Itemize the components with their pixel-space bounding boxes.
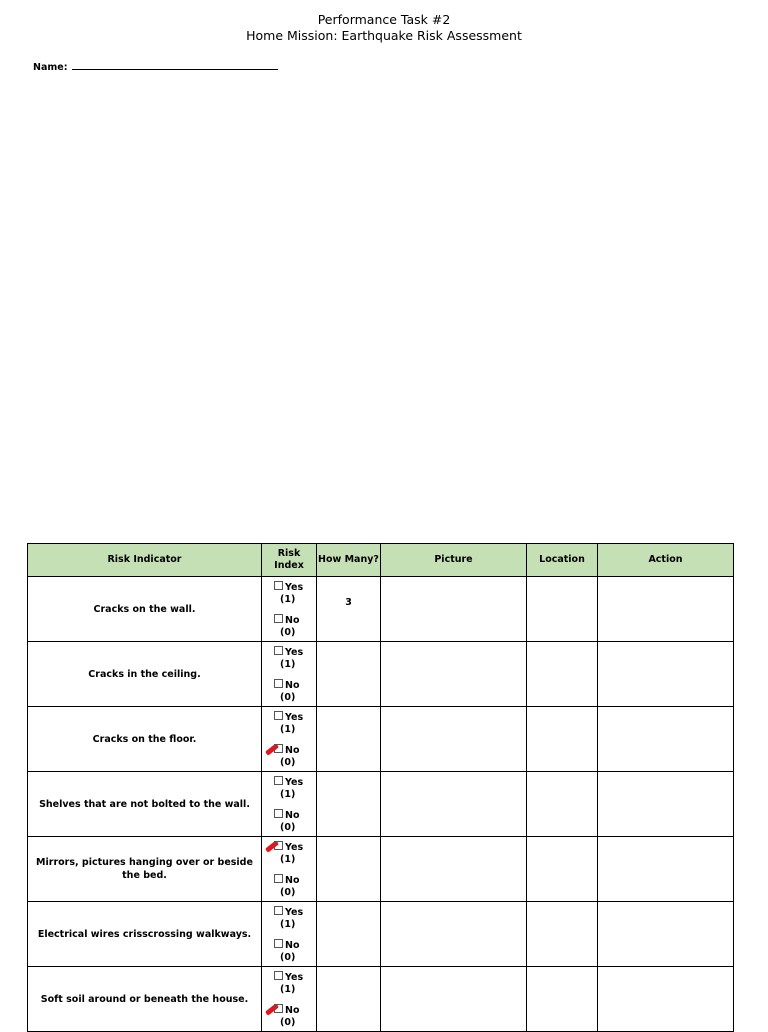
location-cell[interactable] bbox=[527, 577, 598, 642]
action-cell[interactable] bbox=[598, 577, 734, 642]
table-header-row bbox=[28, 544, 734, 577]
how-many-cell[interactable]: 3 bbox=[317, 577, 381, 642]
no-value: (0) bbox=[280, 952, 296, 963]
header-risk-index: Risk Index bbox=[262, 544, 317, 577]
risk-index-cell bbox=[262, 642, 317, 707]
no-option[interactable] bbox=[274, 809, 299, 834]
risk-index-cell bbox=[262, 967, 317, 1032]
yes-label: Yes bbox=[285, 712, 304, 723]
no-value: (0) bbox=[280, 822, 296, 833]
risk-index-cell bbox=[262, 577, 317, 642]
yes-value: (1) bbox=[280, 659, 296, 670]
no-label: No bbox=[285, 875, 300, 886]
action-cell[interactable] bbox=[598, 707, 734, 772]
picture-cell[interactable] bbox=[381, 642, 527, 707]
no-checkbox[interactable] bbox=[274, 874, 283, 883]
yes-checkbox[interactable] bbox=[274, 841, 283, 850]
picture-cell[interactable] bbox=[381, 837, 527, 902]
location-cell[interactable] bbox=[527, 837, 598, 902]
yes-checkbox[interactable] bbox=[274, 906, 283, 915]
yes-value: (1) bbox=[280, 789, 296, 800]
header-risk-indicator: Risk Indicator bbox=[28, 544, 262, 577]
yes-checkbox[interactable] bbox=[274, 646, 283, 655]
no-label: No bbox=[285, 810, 300, 821]
no-option[interactable] bbox=[274, 874, 299, 899]
yes-checkbox[interactable] bbox=[274, 711, 283, 720]
yes-label: Yes bbox=[285, 582, 304, 593]
location-cell[interactable] bbox=[527, 772, 598, 837]
risk-indicator-cell: Shelves that are not bolted to the wall. bbox=[28, 772, 262, 837]
how-many-cell[interactable] bbox=[317, 707, 381, 772]
location-cell[interactable] bbox=[527, 642, 598, 707]
no-checkbox[interactable] bbox=[274, 744, 283, 753]
yes-value: (1) bbox=[280, 919, 296, 930]
table-row bbox=[28, 837, 734, 902]
risk-index-cell bbox=[262, 772, 317, 837]
document-subtitle: Home Mission: Earthquake Risk Assessment bbox=[246, 28, 522, 43]
yes-checkbox[interactable] bbox=[274, 581, 283, 590]
location-cell[interactable] bbox=[527, 707, 598, 772]
no-label: No bbox=[285, 615, 300, 626]
how-many-cell[interactable] bbox=[317, 642, 381, 707]
yes-checkbox[interactable] bbox=[274, 776, 283, 785]
picture-cell[interactable] bbox=[381, 707, 527, 772]
yes-value: (1) bbox=[280, 984, 296, 995]
yes-option[interactable] bbox=[274, 971, 303, 996]
yes-label: Yes bbox=[285, 842, 304, 853]
no-label: No bbox=[285, 745, 300, 756]
risk-indicator-cell: Cracks in the ceiling. bbox=[28, 642, 262, 707]
yes-option[interactable] bbox=[274, 841, 303, 866]
document-title: Performance Task #2 bbox=[317, 12, 451, 27]
document-header bbox=[0, 12, 768, 44]
yes-label: Yes bbox=[285, 777, 304, 788]
picture-cell[interactable] bbox=[381, 967, 527, 1032]
risk-indicator-cell: Electrical wires crisscrossing walkways. bbox=[28, 902, 262, 967]
risk-indicator-cell: Mirrors, pictures hanging over or beside the bed. bbox=[28, 837, 262, 902]
risk-index-cell bbox=[262, 837, 317, 902]
yes-value: (1) bbox=[280, 724, 296, 735]
action-cell[interactable] bbox=[598, 902, 734, 967]
yes-option[interactable] bbox=[274, 581, 303, 606]
picture-cell[interactable] bbox=[381, 772, 527, 837]
risk-table-body bbox=[28, 577, 734, 1032]
location-cell[interactable] bbox=[527, 902, 598, 967]
how-many-cell[interactable] bbox=[317, 902, 381, 967]
no-option[interactable] bbox=[274, 744, 299, 769]
table-row bbox=[28, 967, 734, 1032]
no-checkbox[interactable] bbox=[274, 1004, 283, 1013]
yes-option[interactable] bbox=[274, 906, 303, 931]
no-option[interactable] bbox=[274, 679, 299, 704]
how-many-cell[interactable] bbox=[317, 967, 381, 1032]
table-row bbox=[28, 577, 734, 642]
no-label: No bbox=[285, 680, 300, 691]
risk-indicator-cell: Soft soil around or beneath the house. bbox=[28, 967, 262, 1032]
header-picture: Picture bbox=[381, 544, 527, 577]
no-checkbox[interactable] bbox=[274, 939, 283, 948]
picture-cell[interactable] bbox=[381, 577, 527, 642]
action-cell[interactable] bbox=[598, 967, 734, 1032]
header-how-many: How Many? bbox=[317, 544, 381, 577]
no-value: (0) bbox=[280, 757, 296, 768]
yes-label: Yes bbox=[285, 907, 304, 918]
yes-option[interactable] bbox=[274, 711, 303, 736]
no-value: (0) bbox=[280, 1017, 296, 1028]
how-many-cell[interactable] bbox=[317, 837, 381, 902]
no-checkbox[interactable] bbox=[274, 614, 283, 623]
action-cell[interactable] bbox=[598, 642, 734, 707]
no-checkbox[interactable] bbox=[274, 809, 283, 818]
risk-index-cell bbox=[262, 902, 317, 967]
no-option[interactable] bbox=[274, 1004, 299, 1029]
no-value: (0) bbox=[280, 627, 296, 638]
no-value: (0) bbox=[280, 887, 296, 898]
header-location: Location bbox=[527, 544, 598, 577]
risk-indicator-cell: Cracks on the wall. bbox=[28, 577, 262, 642]
risk-index-cell bbox=[262, 707, 317, 772]
action-cell[interactable] bbox=[598, 772, 734, 837]
table-row bbox=[28, 772, 734, 837]
table-row bbox=[28, 707, 734, 772]
name-blank-line[interactable] bbox=[72, 61, 278, 70]
no-option[interactable] bbox=[274, 939, 299, 964]
no-label: No bbox=[285, 940, 300, 951]
no-checkbox[interactable] bbox=[274, 679, 283, 688]
risk-assessment-table bbox=[27, 543, 734, 1032]
yes-value: (1) bbox=[280, 854, 296, 865]
yes-checkbox[interactable] bbox=[274, 971, 283, 980]
yes-value: (1) bbox=[280, 594, 296, 605]
name-field bbox=[33, 61, 278, 73]
action-cell[interactable] bbox=[598, 837, 734, 902]
no-value: (0) bbox=[280, 692, 296, 703]
location-cell[interactable] bbox=[527, 967, 598, 1032]
how-many-cell[interactable] bbox=[317, 772, 381, 837]
picture-cell[interactable] bbox=[381, 902, 527, 967]
table-row bbox=[28, 902, 734, 967]
header-action: Action bbox=[598, 544, 734, 577]
yes-label: Yes bbox=[285, 972, 304, 983]
yes-label: Yes bbox=[285, 647, 304, 658]
no-option[interactable] bbox=[274, 614, 299, 639]
risk-indicator-cell: Cracks on the floor. bbox=[28, 707, 262, 772]
table-row bbox=[28, 642, 734, 707]
name-label: Name: bbox=[33, 62, 68, 73]
no-label: No bbox=[285, 1005, 300, 1016]
yes-option[interactable] bbox=[274, 646, 303, 671]
yes-option[interactable] bbox=[274, 776, 303, 801]
